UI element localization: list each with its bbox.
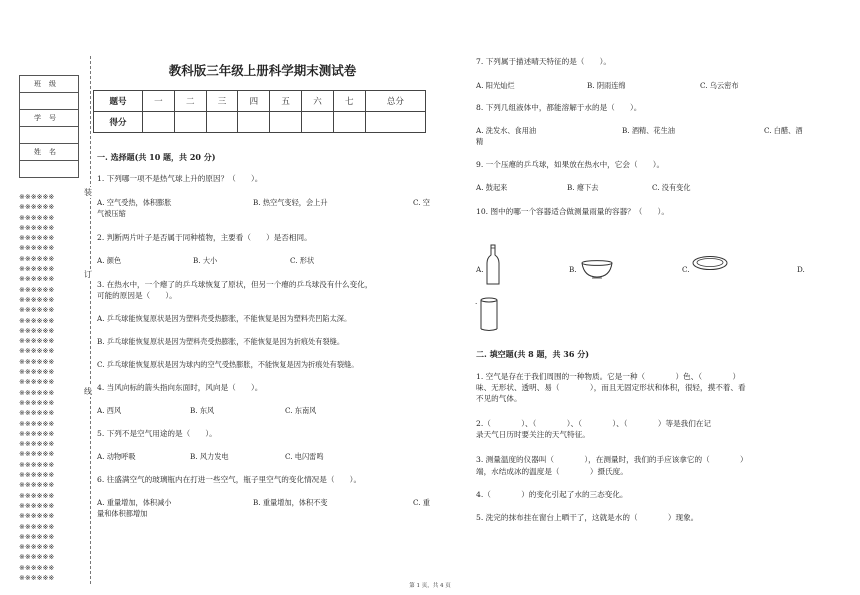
q8-option-b[interactable]: B. 酒精、花生油 [622, 126, 675, 135]
score-header: 七 [333, 91, 365, 112]
q3-option-b[interactable]: B. 乒乓球能恢复原状是因为塑料壳受热膨胀，不能恢复是因为折痕处有裂缝。 [97, 337, 345, 346]
score-header: 二 [174, 91, 206, 112]
page-footer: 第 1 页，共 4 页 [409, 583, 451, 589]
q10-option-c[interactable]: C. [682, 265, 690, 274]
bottle-icon [485, 244, 501, 286]
q5-option-b[interactable]: B. 风力发电 [190, 452, 229, 461]
student-info-table [19, 75, 79, 178]
score-cell[interactable] [238, 112, 270, 133]
stray-mark: . [475, 297, 478, 306]
q7-option-c[interactable]: C. 乌云密布 [700, 81, 739, 90]
fill-question-5: 5. 洗完的抹布挂在窗台上晒干了，这就是水的（ ）现象。 [476, 513, 699, 522]
q9-option-c[interactable]: C. 没有变化 [652, 183, 691, 192]
question-10: 10. 图中的哪一个容器适合做测量雨量的容器？（ ）。 [476, 207, 669, 216]
binding-char-zhuang: 装 [84, 188, 92, 197]
q5-option-c[interactable]: C. 电闪雷鸣 [285, 452, 324, 461]
q10-option-d[interactable]: D. [797, 265, 805, 274]
fill-question-2-line2: 录天气日历时要关注的天气特征。 [476, 430, 590, 439]
q7-option-b[interactable]: B. 阴雨连绵 [587, 81, 626, 90]
q4-option-b[interactable]: B. 东风 [190, 406, 215, 415]
score-header: 三 [206, 91, 238, 112]
score-header: 六 [302, 91, 334, 112]
decorative-pattern: ※※※※※※ ※※※※※※ ※※※※※※ ※※※※※※ ※※※※※※ ※※※※※※ ※※※※※※ ※※※※※※ ※※※※※※ ※※※※※※ ※※※※※※ ※※※※※※ ※※※※※※ ※※※※※※ ※※※※※※ ※※※※※※ ※※※※※※ ※※※※※※ ※※※※※※ ※※※※※※ ※※※※※※ ※※※※※※ ※※※※※※ ※※※※※※ ※※※※※※ ※※※※※※ ※※※※※※ ※※※※※※ ※※※※※※ ※※※※※※ ※※※※※※ ※※※※※※ ※※※※※※ ※※※※※※ ※※※※※※ ※※※※※※ ※※※※※※ ※※※※※※ [19, 193, 55, 582]
score-cell[interactable] [365, 112, 425, 133]
binding-char-ding: 订 [84, 270, 92, 279]
question-7: 7. 下列属于描述晴天特征的是（ ）。 [476, 57, 611, 66]
class-field[interactable] [20, 93, 79, 110]
fill-question-1-line3: 不见的气体。 [476, 394, 522, 403]
q2-option-c[interactable]: C. 形状 [290, 256, 315, 265]
question-3-cont: 可能的原因是（ ）。 [97, 291, 177, 300]
question-6: 6. 往盛满空气的玻璃瓶内在打进一些空气，瓶子里空气的变化情况是（ ）。 [97, 475, 362, 484]
fill-question-3-line2: 端，水结成冰的温度是（ ）摄氏度。 [476, 467, 628, 476]
q8-option-c[interactable]: C. 白醋、酒 [764, 126, 803, 135]
q2-option-b[interactable]: B. 大小 [193, 256, 218, 265]
score-header: 题号 [94, 91, 143, 112]
score-header: 五 [270, 91, 302, 112]
question-8: 8. 下列几组液体中，都能溶解于水的是（ ）。 [476, 103, 642, 112]
score-cell[interactable] [270, 112, 302, 133]
q6-option-b[interactable]: B. 重量增加，体积不变 [253, 498, 328, 507]
q9-option-b[interactable]: B. 瘪下去 [567, 183, 599, 192]
id-field[interactable] [20, 127, 79, 144]
q4-option-c[interactable]: C. 东南风 [285, 406, 317, 415]
question-9: 9. 一个压瘪的乒乓球，如果放在热水中，它会（ ）。 [476, 160, 665, 169]
q1-option-b[interactable]: B. 热空气变轻，会上升 [253, 198, 328, 207]
id-label: 学号 [20, 110, 79, 127]
q1-option-c-cont: 气被压缩 [97, 209, 126, 218]
score-header: 总分 [365, 91, 425, 112]
fill-question-1: 1. 空气是存在于我们周围的一种物质。它是一种（ ）色、（ ） [476, 372, 741, 381]
q10-option-b[interactable]: B. [569, 265, 577, 274]
q3-option-a[interactable]: A. 乒乓球能恢复原状是因为塑料壳受热膨胀，不能恢复是因为塑料壳凹陷太深。 [97, 314, 352, 323]
name-label: 姓名 [20, 144, 79, 161]
question-3: 3. 在热水中，一个瘪了的乒乓球恢复了原状，但另一个瘪的乒乓球没有什么变化， [97, 280, 373, 289]
fill-question-2: 2.（ ）、（ ）、（ ）、（ ）等是我们在记 [476, 419, 712, 428]
binding-char-xian: 线 [84, 387, 92, 396]
q4-option-a[interactable]: A. 西风 [97, 406, 122, 415]
q7-option-a[interactable]: A. 阳光灿烂 [476, 81, 515, 90]
q8-option-c-cont: 精 [476, 137, 484, 146]
score-header: 一 [143, 91, 175, 112]
q5-option-a[interactable]: A. 动物呼吸 [97, 452, 136, 461]
score-cell[interactable] [174, 112, 206, 133]
section-1-heading: 一. 选择题(共 10 题，共 20 分) [97, 152, 216, 162]
fill-question-1-line2: 味、无形状、透明、易（ ），而且无固定形状和体积，很轻，摸不着、看 [476, 383, 746, 392]
score-row-label: 得分 [94, 112, 143, 133]
q8-option-a[interactable]: A. 洗发水、食用油 [476, 126, 537, 135]
q6-option-c[interactable]: C. 重 [413, 498, 430, 507]
plate-icon [692, 254, 728, 272]
cup-icon [479, 297, 499, 333]
q3-option-c[interactable]: C. 乒乓球能恢复原状是因为球内的空气受热膨胀，不能恢复是因为折痕处有裂缝。 [97, 360, 359, 369]
class-label: 班级 [20, 76, 79, 93]
q2-option-a[interactable]: A. 颜色 [97, 256, 122, 265]
fill-question-3: 3. 测量温度的仪器叫（ ），在测量时，我们的手应该拿它的（ ） [476, 455, 748, 464]
score-cell[interactable] [143, 112, 175, 133]
score-cell[interactable] [206, 112, 238, 133]
score-cell[interactable] [333, 112, 365, 133]
binding-line [90, 56, 91, 584]
score-cell[interactable] [302, 112, 334, 133]
bowl-icon [580, 260, 614, 280]
score-table [93, 90, 426, 133]
fill-question-4: 4.（ ）的变化引起了水的三态变化。 [476, 490, 628, 499]
q1-option-c[interactable]: C. 空 [413, 198, 430, 207]
question-5: 5. 下列不是空气用途的是（ ）。 [97, 429, 217, 438]
score-header: 四 [238, 91, 270, 112]
question-1: 1. 下列哪一项不是热气球上升的原因？（ ）。 [97, 174, 263, 183]
q6-option-c-cont: 量和体积都增加 [97, 509, 148, 518]
q9-option-a[interactable]: A. 鼓起来 [476, 183, 508, 192]
q10-option-a[interactable]: A. [476, 265, 484, 274]
section-2-heading: 二. 填空题(共 8 题，共 36 分) [476, 349, 589, 359]
q1-option-a[interactable]: A. 空气受热，体积膨胀 [97, 198, 172, 207]
q6-option-a[interactable]: A. 重量增加，体积减小 [97, 498, 172, 507]
question-4: 4. 当风向标的箭头指向东面时，风向是（ ）。 [97, 383, 263, 392]
question-2: 2. 判断两片叶子是否属于同种植物，主要看（ ）是否相同。 [97, 233, 312, 242]
name-field[interactable] [20, 161, 79, 178]
page-title: 教科版三年级上册科学期末测试卷 [168, 63, 357, 78]
